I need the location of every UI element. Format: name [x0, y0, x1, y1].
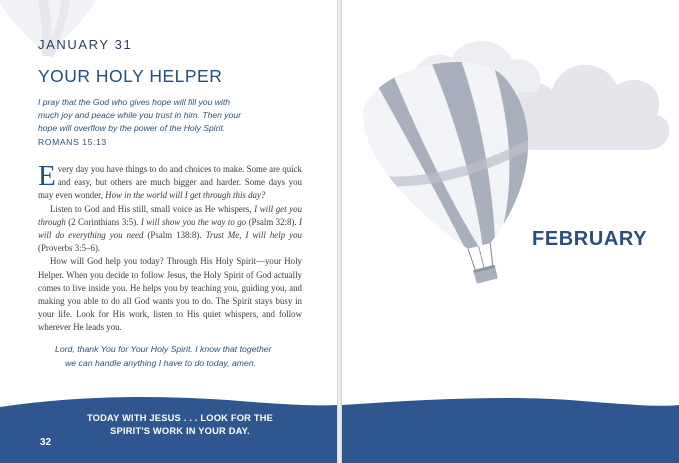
scripture-verse [38, 96, 306, 135]
verse-line: I pray that the God who gives hope will fill you with [38, 97, 231, 107]
balloon-and-clouds-illustration [342, 0, 679, 400]
drop-cap: E [38, 160, 56, 192]
verse-line: hope will overflow by the power of the Holy Spirit. [38, 123, 226, 133]
body-paragraph: Every day you have things to do and choices to make. Some are quick and easy, but others are much bigger and harder. Some days you may even wonder, How in the world will I get through this day? [38, 160, 302, 201]
devotional-body [38, 160, 303, 335]
faded-balloon-icon [0, 0, 112, 66]
prayer-line: we can handle anything I have to do today, amen. [65, 357, 257, 368]
right-page [342, 0, 679, 463]
closing-prayer [55, 343, 317, 370]
balloon-basket-icon [468, 243, 499, 283]
prayer-line: Lord, thank You for Your Holy Spirit. I know that together [55, 344, 272, 354]
verse-line: much joy and peace while you trust in him. Then your [38, 110, 242, 120]
page-number: 32 [40, 437, 52, 448]
verse-reference: ROMANS 15:13 [38, 137, 107, 147]
bottom-wave-band [342, 393, 679, 463]
body-paragraph: Listen to God and His still, small voice as He whispers, I will get you through (2 Corinthians 3:5). I will show you the way to go (Psalm 32:8). I will do everything you need (Psalm 138:8). Trust Me, I will help you (Proverbs 3:5–6). [38, 203, 303, 254]
devotional-title: YOUR HOLY HELPER [38, 66, 223, 86]
challenge-line: TODAY WITH JESUS . . . LOOK FOR THE [86, 413, 274, 423]
month-title: FEBRUARY [532, 228, 648, 250]
daily-challenge [60, 412, 300, 437]
body-paragraph: How will God help you today? Through His Holy Spirit—your Holy Helper. When you decide to follow Jesus, the Holy Spirit of God actually comes to live inside you. He helps you by teaching you, guiding you, and making you able to do all God wants you to do. The Spirit stays busy in your life. Look for His work, listen to His quiet whispers, and follow wherever He leads you. [38, 256, 302, 333]
left-page [0, 0, 337, 463]
challenge-line: SPIRIT'S WORK IN YOUR DAY. [110, 425, 250, 436]
devotional-date: JANUARY 31 [38, 37, 133, 52]
